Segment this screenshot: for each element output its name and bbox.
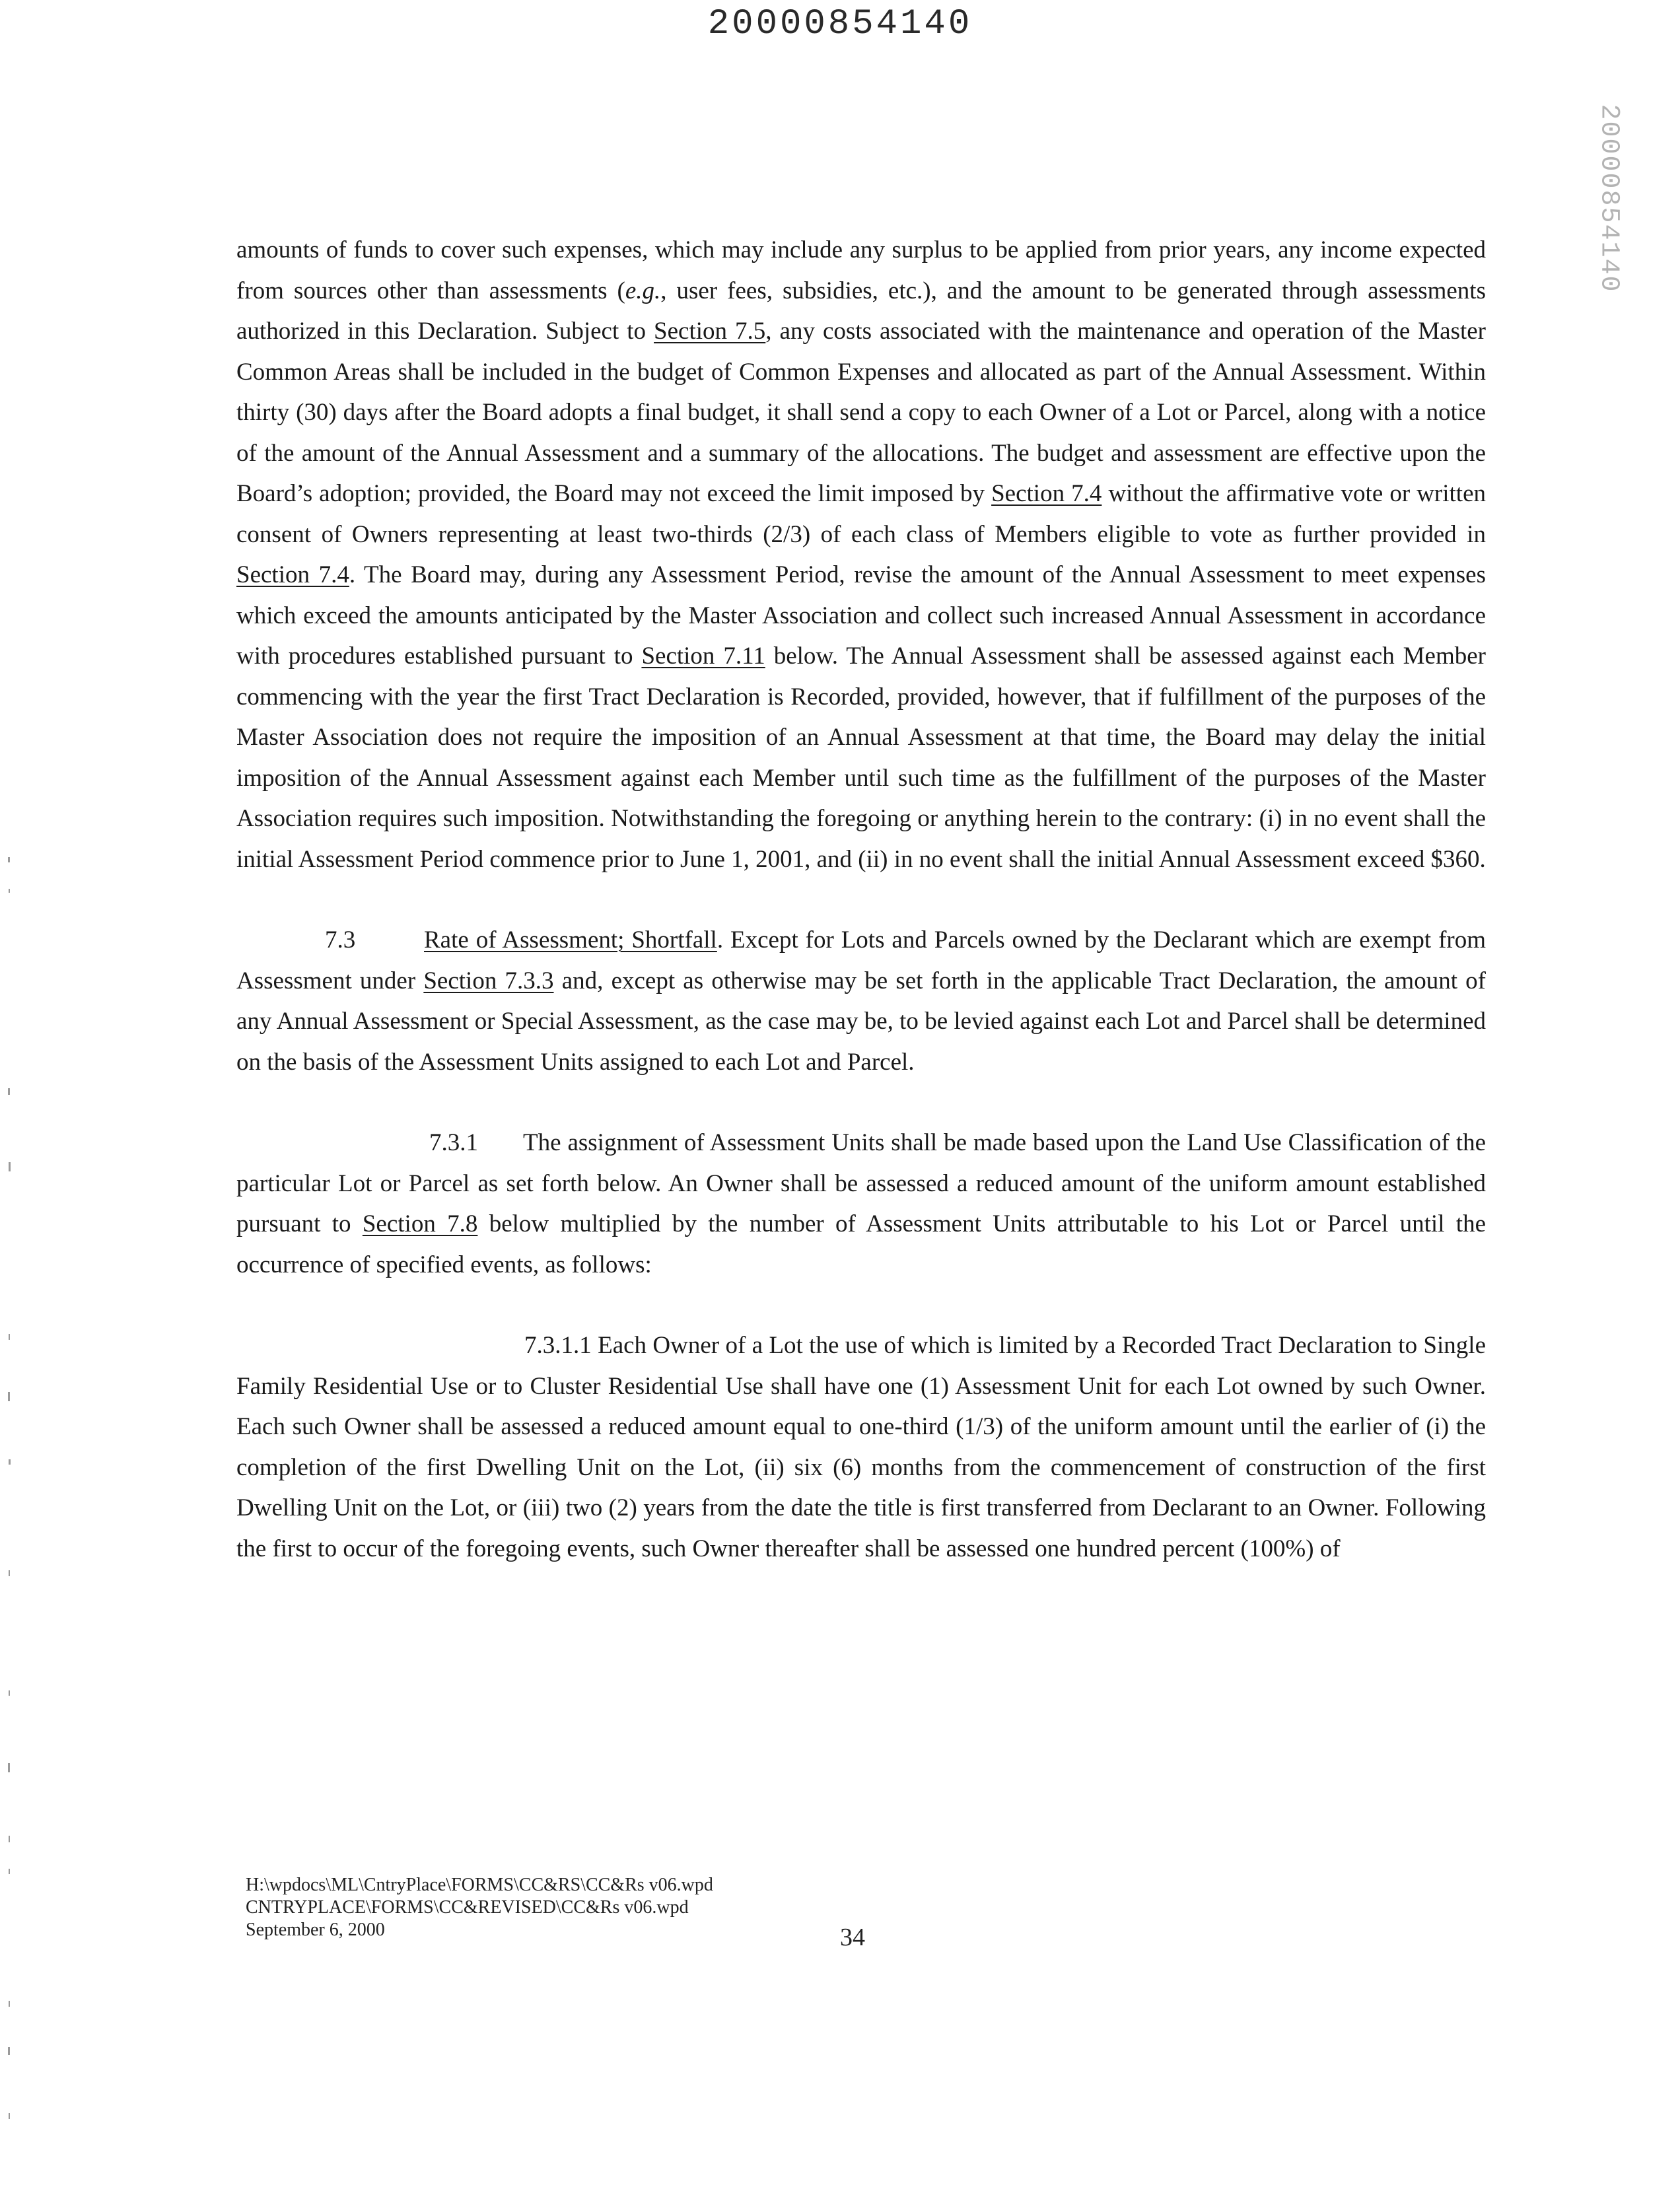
paragraph-7-3-1 — [236, 1123, 1486, 1285]
paragraph-7-3-1-1 — [236, 1325, 1486, 1569]
section-reference: Section 7.5 — [654, 318, 766, 345]
italic-text: e.g. — [625, 277, 661, 304]
footer — [246, 1874, 713, 1941]
section-number: 7.3.1.1 — [524, 1332, 592, 1359]
document-body — [236, 230, 1486, 1569]
text-run: , user fees, subsidies, etc.), and the amount to be generated through assessments authorized in this Declaration. Subject to — [236, 277, 1486, 345]
margin-stamp — [1576, 99, 1642, 297]
margin-stamp-text: 20000854140 — [1593, 103, 1624, 293]
footer-date: September 6, 2000 — [246, 1920, 385, 1940]
text-run: below multiplied by the number of Assessment Units attributable to his Lot or Parcel until the occurrence of specified events, as follows: — [236, 1210, 1487, 1278]
text-run: . Except for Lots and Parcels owned by the Declarant which are exempt from Assessment under — [236, 926, 1486, 994]
text-run: , any costs associated with the maintenance and operation of the Master Common Areas shall be included in the budget of Common Expenses and allocated as part of the Annual Assessment. Within thirty (30) days after the Board adopts a final budget, it shall send a copy to each Owner of a Lot or Parcel, along with a notice of the amount of the Annual Assessment and a summary of the allocations. The budget and assessment are effective upon the Board’s adoption; provided, the Board may not exceed the limit imposed by — [236, 318, 1486, 507]
paragraph-budget — [236, 230, 1486, 880]
text-run: amounts of funds to cover such expenses, which may include any surplus to be applied from prior years, any income expected from sources other than assessments ( — [236, 236, 1486, 304]
footer-path-1: H:\wpdocs\ML\CntryPlace\FORMS\CC&RS\CC&Rs v06.wpd — [246, 1875, 713, 1895]
document-number: 20000854140 — [707, 4, 973, 44]
text-run: below. The Annual Assessment shall be assessed against each Member commencing with the year the first Tract Declaration is Recorded, provided, however, that if fulfillment of the purposes of the Master Association does not require the imposition of an Annual Assessment at that time, the Board may delay the initial imposition of the Annual Assessment against each Member until such time as the fulfillment of the purposes of the Master Association requires such imposition. Notwithstanding the foregoing or anything herein to the contrary: (i) in no event shall the initial Assessment Period commence prior to June 1, 2001, and (ii) in no event shall the initial Annual Assessment exceed $360. — [236, 642, 1486, 873]
text-run: without the affirmative vote or written consent of Owners representing at least two-thirds (2/3) of each class of Members eligible to vote as further provided in — [236, 480, 1486, 548]
paragraph-7-3 — [236, 920, 1486, 1082]
text-run: and, except as otherwise may be set forth in the applicable Tract Declaration, the amount of any Annual Assessment or Special Assessment, as the case may be, to be levied against each Lot and Parcel shall be determined on the basis of the Assessment Units assigned to each Lot and Parcel. — [236, 967, 1486, 1076]
section-reference: Section 7.11 — [641, 642, 765, 670]
section-reference: Section 7.4 — [236, 561, 349, 588]
section-heading: Rate of Assessment; Shortfall — [424, 926, 717, 954]
text-run: The assignment of Assessment Units shall be made based upon the Land Use Classification of the particular Lot or Parcel as set forth below. An Owner shall be assessed a reduced amount of the uniform amount established pursuant to — [236, 1129, 1486, 1237]
section-reference: Section 7.3.3 — [423, 967, 554, 994]
section-reference: Section 7.4 — [991, 480, 1102, 507]
section-number: 7.3.1 — [429, 1129, 478, 1156]
scan-specks — [0, 0, 26, 2187]
footer-path-2: CNTRYPLACE\FORMS\CC&REVISED\CC&Rs v06.wpd — [246, 1897, 689, 1918]
text-run: Each Owner of a Lot the use of which is limited by a Recorded Tract Declaration to Single Family Residential Use or to Cluster Residential Use shall have one (1) Assessment Unit for each Lot owned by such Owner. Each such Owner shall be assessed a reduced amount equal to one-third (1/3) of the uniform amount until the earlier of (i) the completion of the first Dwelling Unit on the Lot, (ii) six (6) months from the commencement of construction of the first Dwelling Unit on the Lot, or (iii) two (2) years from the date the title is first transferred from Declarant to an Owner. Following the first to occur of the foregoing events, such Owner thereafter shall be assessed one hundred percent (100%) of — [236, 1332, 1486, 1562]
page-number: 34 — [840, 1924, 865, 1951]
text-run: . The Board may, during any Assessment Period, revise the amount of the Annual Assessment to meet expenses which exceed the amounts anticipated by the Master Association and collect such increased Annual Assessment in accordance with procedures established pursuant to — [236, 561, 1487, 670]
section-reference: Section 7.8 — [362, 1210, 478, 1237]
section-number: 7.3 — [325, 926, 356, 954]
